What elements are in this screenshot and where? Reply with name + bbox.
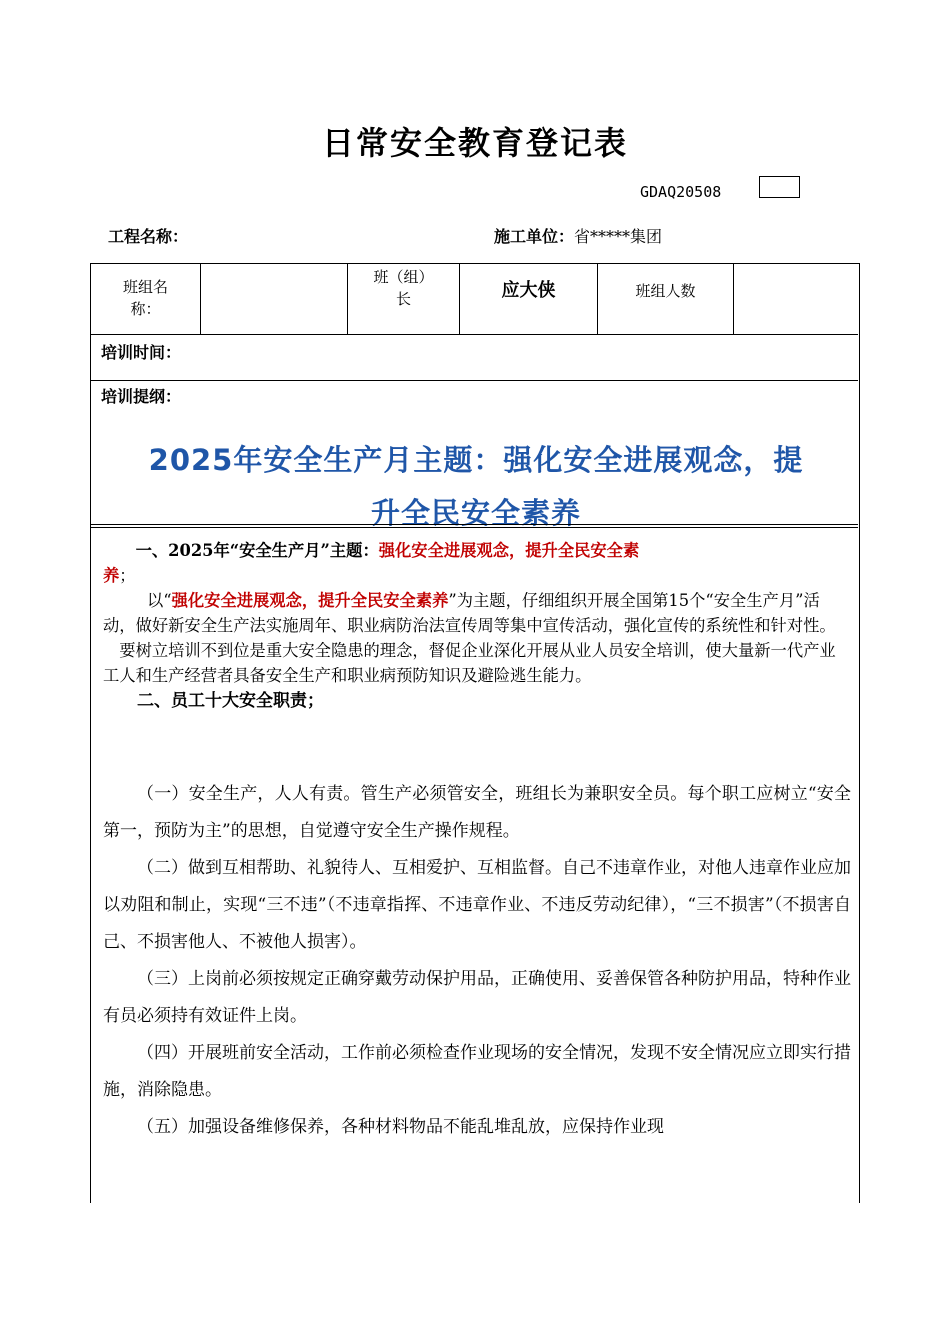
double-divider [91, 524, 858, 528]
duty-item: （五）加强设备维修保养，各种材料物品不能乱堆乱放，应保持作业现 [137, 1117, 664, 1137]
project-label: 工程名称： [108, 227, 189, 246]
section-1-suffix: ； [119, 566, 136, 585]
section-1-theme: 强化安全进展观念，提升全民安全素 [378, 541, 640, 560]
training-time-row [91, 334, 858, 381]
section-1-paragraph-1 [103, 588, 851, 638]
duty-item: （二）做到互相帮助、礼貌待人、互相爱护、互相监督。自己不违章作业，对他人违章作业应加以劝阻和制止，实现“三不违”（不违章指挥、不违章作业、不违反劳动纪律），“三不损害”（不损害自己、不损害他人、不被他人损害）。 [103, 858, 851, 952]
section-1-heading [103, 538, 851, 588]
team-name-value-cell[interactable] [201, 264, 348, 334]
team-leader-value-cell: 应大侠 [460, 264, 598, 334]
outline-heading-line2: 升全民安全素养 [370, 496, 581, 530]
team-name-label-2: 称： [130, 300, 161, 318]
section-1-theme-end: 养 [103, 566, 120, 585]
team-count-label-cell: 班组人数 [598, 264, 734, 334]
team-leader-label-cell [348, 264, 460, 334]
outline-section-1 [103, 538, 851, 714]
project-name-field [108, 224, 188, 247]
unit-value: 省*****集团 [574, 227, 663, 246]
section-1-paragraph-2: 要树立培训不到位是重大安全隐患的理念，督促企业深化开展从业人员安全培训，使大量新一代产业工人和生产经营者具备安全生产和职业病预防知识及避险逃生能力。 [103, 641, 836, 685]
team-leader-label-1: 班（组） [373, 268, 434, 286]
duties-list [103, 776, 851, 1146]
team-name-label-1: 班组名 [122, 278, 168, 296]
team-name-label-cell [91, 264, 201, 334]
registration-table [90, 263, 860, 1203]
unit-label: 施工单位： [494, 227, 575, 246]
team-count-value-cell[interactable] [734, 264, 858, 334]
team-leader-label-2: 长 [395, 290, 411, 308]
training-outline-label: 培训提纲： [101, 387, 182, 406]
p1-prefix: 以“ [147, 591, 172, 610]
page-title: 日常安全教育登记表 [321, 124, 628, 162]
training-time-label: 培训时间： [101, 343, 182, 362]
construction-unit-field [494, 224, 662, 247]
section-2-heading: 二、员工十大安全职责； [137, 691, 324, 711]
header-row [91, 264, 858, 335]
form-code-box[interactable] [759, 176, 800, 198]
outline-heading-line1: 2025年安全生产月主题：强化安全进展观念，提 [148, 443, 804, 477]
p1-rest: ”为主题，仔细组织开展全国第15个“安全生产月”活动，做好新安全生产法实施周年、职业病防治法宣传周等集中宣传活动，强化宣传的系统性和针对性。 [103, 591, 836, 635]
duty-item: （四）开展班前安全活动，工作前必须检查作业现场的安全情况，发现不安全情况应立即实行措施，消除隐患。 [103, 1043, 851, 1100]
p1-theme: 强化安全进展观念，提升全民安全素养 [171, 591, 449, 610]
duty-item: （三）上岗前必须按规定正确穿戴劳动保护用品，正确使用、妥善保管各种防护用品，特种作业有员必须持有效证件上岗。 [103, 969, 851, 1026]
duty-item: （一）安全生产，人人有责。管生产必须管安全，班组长为兼职安全员。每个职工应树立“安全第一，预防为主”的思想，自觉遵守安全生产操作规程。 [103, 784, 851, 841]
form-code: GDAQ20508 [640, 183, 722, 201]
section-1-prefix: 一、2025年“安全生产月”主题： [135, 541, 379, 560]
